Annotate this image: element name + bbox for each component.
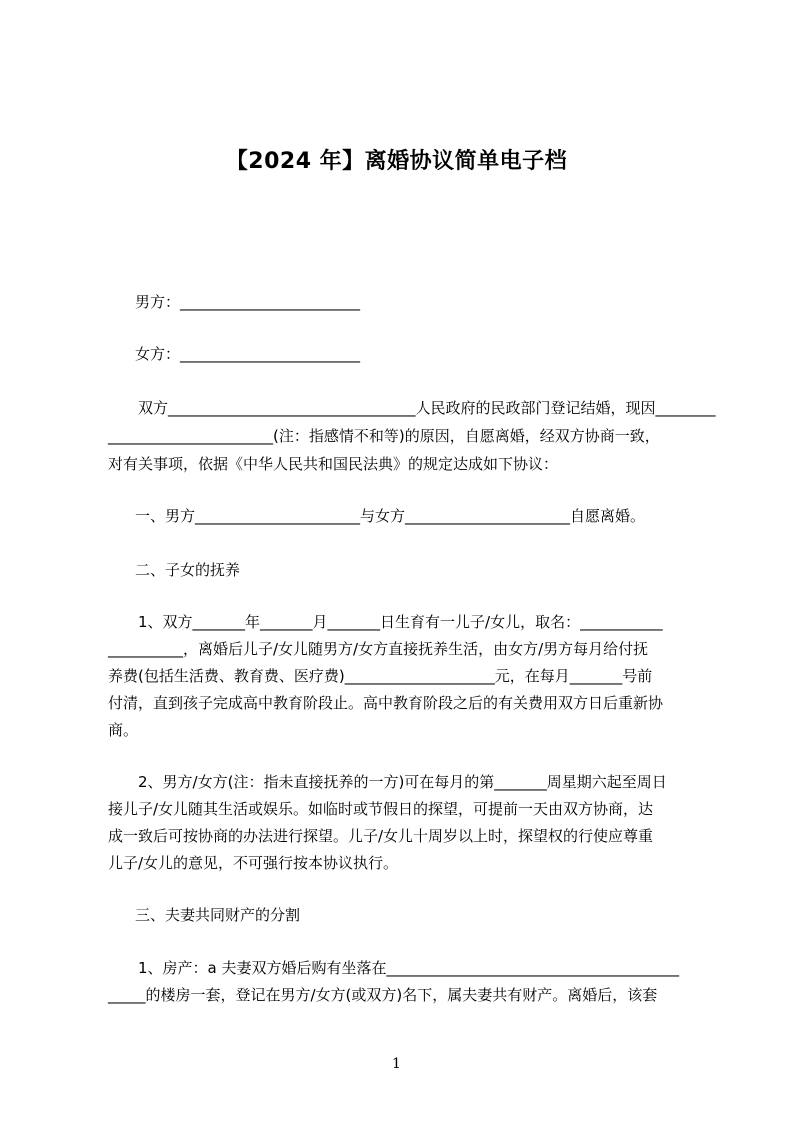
male-party-line: 男方：________________________ (135, 293, 361, 311)
page-number: 1 (392, 1056, 401, 1072)
clause-2-2-line-2: 接儿子/女儿随其生活或娱乐。如临时或节假日的探望，可提前一天由双方协商，达 (108, 800, 654, 818)
paragraph-intro-line-1: 双方_________________________________人民政府的民政部门登记结婚，现因________ (138, 399, 716, 417)
clause-2-1-line-2: __________，离婚后儿子/女儿随男方/女方直接抚养生活，由女方/男方每月给付抚 (108, 640, 649, 658)
section-three-heading: 三、夫妻共同财产的分割 (135, 906, 301, 924)
clause-2-2-line-4: 儿子/女儿的意见，不可强行按本协议执行。 (108, 854, 399, 872)
document-title: 【2024 年】离婚协议简单电子档 (225, 149, 568, 174)
paragraph-intro-line-3: 对有关事项，依据《中华人民共和国民法典》的规定达成如下协议： (108, 455, 559, 473)
section-one-line: 一、男方______________________与女方______________________自愿离婚。 (135, 507, 646, 525)
clause-2-1-line-1: 1、双方_______年_______月_______日生育有一儿子/女儿，取名：___________ (138, 613, 663, 631)
paragraph-intro-line-2: ______________________(注：指感情不和等)的原因，自愿离婚，经双方协商一致， (108, 427, 660, 445)
clause-2-1-line-3: 养费(包括生活费、教育费、医疗费)____________________元，在每月_______号前 (108, 667, 653, 685)
clause-2-1-line-4: 付清，直到孩子完成高中教育阶段止。高中教育阶段之后的有关费用双方日后重新协 (108, 694, 664, 712)
clause-2-2-line-1: 2、男方/女方(注：指未直接抚养的一方)可在每月的第_______周星期六起至周日 (138, 773, 667, 791)
section-two-heading: 二、子女的抚养 (135, 561, 241, 579)
female-party-line: 女方：________________________ (135, 345, 361, 363)
clause-2-1-line-5: 商。 (108, 721, 139, 739)
clause-2-2-line-3: 成一致后可按协商的办法进行探望。儿子/女儿十周岁以上时，探望权的行使应尊重 (108, 827, 654, 845)
clause-3-1-line-2: _____的楼房一套，登记在男方/女方(或双方)名下，属夫妻共有财产。离婚后，该套 (108, 986, 658, 1004)
clause-3-1-line-1: 1、房产：a 夫妻双方婚后购有坐落在_______________________________________ (138, 959, 680, 977)
